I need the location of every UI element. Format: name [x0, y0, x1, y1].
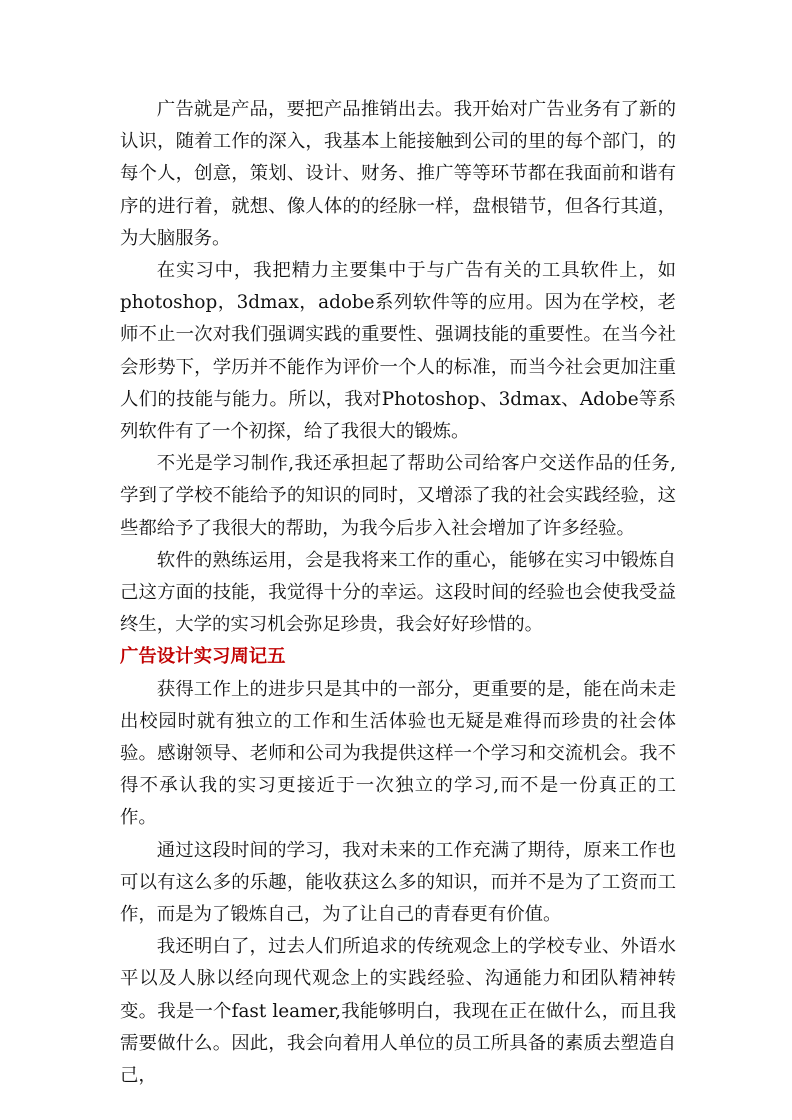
paragraph-1: 广告就是产品，要把产品推销出去。我开始对广告业务有了新的认识，随着工作的深入，我基本上能接触到公司的里的每个部门，的每个人，创意，策划、设计、财务、推广等等环节都在我面前和谐有序的进行着，就想、像人体的的经脉一样，盘根错节，但各行其道，为大脑服务。	[120, 99, 676, 249]
section-heading: 广告设计实习周记五	[120, 646, 286, 668]
paragraph-3: 不光是学习制作,我还承担起了帮助公司给客户交送作品的任务,学到了学校不能给予的知识的同时，又增添了我的社会实践经验，这些都给予了我很大的帮助，为我今后步入社会增加了许多经验。	[120, 453, 676, 539]
paragraph-5: 获得工作上的进步只是其中的一部分，更重要的是，能在尚未走出校园时就有独立的工作和生活体验也无疑是难得而珍贵的社会体验。感谢领导、老师和公司为我提供这样一个学习和交流机会。我不得不承认我的实习更接近于一次独立的学习,而不是一份真正的工作。	[120, 678, 676, 829]
paragraph-7: 我还明白了，过去人们所追求的传统观念上的学校专业、外语水平以及人脉以经向现代观念上的实践经验、沟通能力和团队精神转变。我是一个fast leamer,我能够明白，我现在正在做什么，而且我需要做什么。因此，我会向着用人单位的员工所具备的素质去塑造自己，	[120, 936, 676, 1087]
document-page	[120, 94, 676, 1092]
paragraph-4: 软件的熟练运用，会是我将来工作的重心，能够在实习中锻炼自己这方面的技能，我觉得十分的幸运。这段时间的经验也会使我受益终生，大学的实习机会弥足珍贵，我会好好珍惜的。	[120, 549, 676, 636]
paragraph-6: 通过这段时间的学习，我对未来的工作充满了期待，原来工作也可以有这么多的乐趣，能收获这么多的知识，而并不是为了工资而工作，而是为了锻炼自己，为了让自己的青春更有价值。	[120, 839, 676, 926]
paragraph-2: 在实习中，我把精力主要集中于与广告有关的工具软件上，如photoshop，3dmax，adobe系列软件等的应用。因为在学校，老师不止一次对我们强调实践的重要性、强调技能的重要性。在当今社会形势下，学历并不能作为评价一个人的标准，而当今社会更加注重人们的技能与能力。所以，我对Photoshop、3dmax、Adobe等系列软件有了一个初探，给了我很大的锻炼。	[120, 260, 676, 443]
